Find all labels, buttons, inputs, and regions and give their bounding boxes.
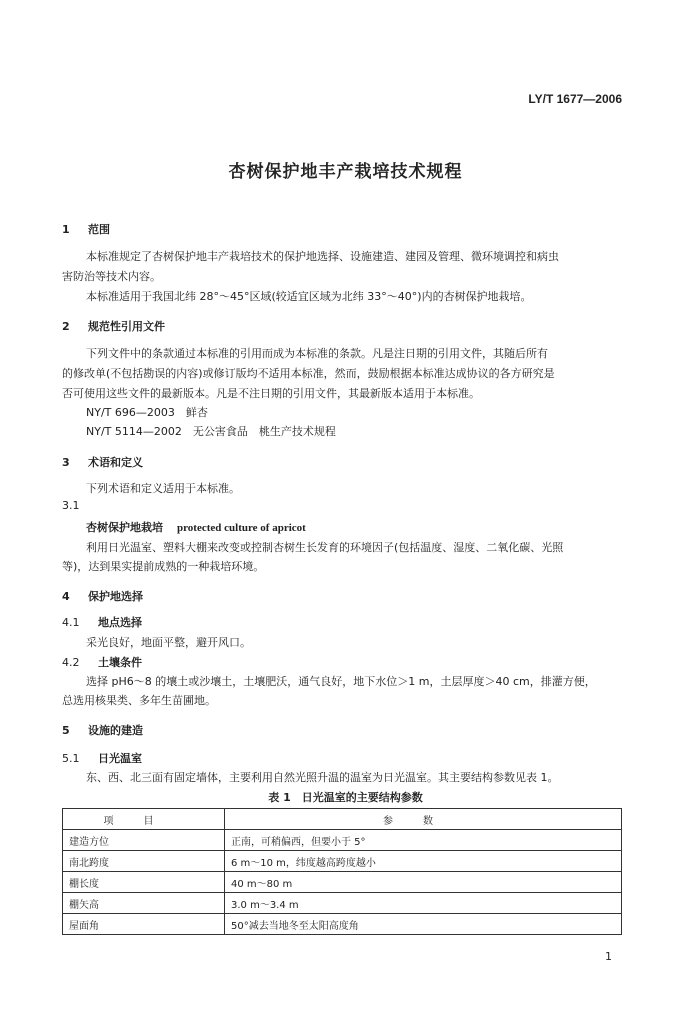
standard-code: LY/T 1677—2006 bbox=[528, 92, 622, 106]
section-number: 4 bbox=[62, 590, 70, 603]
document-title: 杏树保护地丰产栽培技术规程 bbox=[228, 162, 463, 182]
section-2-heading bbox=[62, 318, 165, 334]
section-number: 2 bbox=[62, 320, 70, 333]
subsection-5-1-heading bbox=[62, 750, 142, 766]
term-chinese: 杏树保护地栽培 bbox=[86, 521, 163, 534]
paragraph: 本标准规定了杏树保护地丰产栽培技术的保护地选择、设施建造、建园及管理、微环境调控和病虫 bbox=[86, 250, 559, 263]
section-number: 5 bbox=[62, 724, 70, 737]
section-title: 规范性引用文件 bbox=[88, 320, 165, 333]
table-row bbox=[63, 893, 622, 914]
subsection-title: 土壤条件 bbox=[98, 656, 142, 669]
table-header-row bbox=[63, 809, 622, 830]
definition: 等)，达到果实提前成熟的一种栽培环境。 bbox=[62, 560, 265, 573]
subsection-4-2-heading bbox=[62, 654, 142, 670]
page-number: 1 bbox=[605, 950, 612, 963]
term-english: protected culture of apricot bbox=[177, 522, 306, 534]
paragraph: 下列文件中的条款通过本标准的引用而成为本标准的条款。凡是注日期的引用文件，其随后所有 bbox=[86, 347, 548, 360]
term-entry bbox=[86, 519, 306, 535]
section-1-heading bbox=[62, 221, 110, 237]
table-row bbox=[63, 851, 622, 872]
table-cell: 正南，可稍偏西，但要小于 5° bbox=[225, 830, 622, 851]
table-cell: 50°减去当地冬至太阳高度角 bbox=[225, 914, 622, 935]
table-cell: 南北跨度 bbox=[63, 851, 225, 872]
subsection-title: 日光温室 bbox=[98, 752, 142, 765]
paragraph: 总选用核果类、多年生苗圃地。 bbox=[62, 694, 216, 707]
paragraph: 本标准适用于我国北纬 28°～45°区域(较适宜区域为北纬 33°～40°)内的杏树保护地栽培。 bbox=[86, 290, 532, 303]
section-4-heading bbox=[62, 588, 143, 604]
definition: 利用日光温室、塑料大棚来改变或控制杏树生长发育的环境因子(包括温度、湿度、二氧化碳、光照 bbox=[86, 541, 564, 554]
paragraph: 选择 pH6～8 的壤土或沙壤土，土壤肥沃，通气良好，地下水位＞1 m，土层厚度＞40 cm，排灌方便， bbox=[86, 675, 596, 688]
column-header-parameter: 参数 bbox=[225, 809, 622, 830]
table-cell: 棚矢高 bbox=[63, 893, 225, 914]
table-row bbox=[63, 872, 622, 893]
section-number: 3 bbox=[62, 456, 70, 469]
section-title: 保护地选择 bbox=[88, 590, 143, 603]
table-row bbox=[63, 914, 622, 935]
paragraph: 否可使用这些文件的最新版本。凡是不注日期的引用文件，其最新版本适用于本标准。 bbox=[62, 387, 480, 400]
paragraph: 害防治等技术内容。 bbox=[62, 270, 161, 283]
table-cell: 屋面角 bbox=[63, 914, 225, 935]
paragraph: 的修改单(不包括勘误的内容)或修订版均不适用本标准，然而，鼓励根据本标准达成协议的各方研究是 bbox=[62, 367, 555, 380]
reference-item: NY/T 5114—2002 无公害食品 桃生产技术规程 bbox=[86, 425, 336, 438]
paragraph: 下列术语和定义适用于本标准。 bbox=[86, 482, 240, 495]
table-cell: 3.0 m～3.4 m bbox=[225, 893, 622, 914]
subsection-number: 5.1 bbox=[62, 752, 80, 765]
table-cell: 棚长度 bbox=[63, 872, 225, 893]
subsection-4-1-heading bbox=[62, 614, 142, 630]
subsection-number: 4.1 bbox=[62, 616, 80, 629]
table-cell: 建造方位 bbox=[63, 830, 225, 851]
section-3-heading bbox=[62, 454, 143, 470]
subsection-title: 地点选择 bbox=[98, 616, 142, 629]
section-5-heading bbox=[62, 722, 143, 738]
section-title: 设施的建造 bbox=[88, 724, 143, 737]
paragraph: 东、西、北三面有固定墙体，主要利用自然光照升温的温室为日光温室。其主要结构参数见表 1。 bbox=[86, 771, 559, 784]
table-cell: 40 m～80 m bbox=[225, 872, 622, 893]
paragraph: 采光良好，地面平整，避开风口。 bbox=[86, 636, 251, 649]
section-number: 1 bbox=[62, 223, 70, 236]
table-caption: 表 1 日光温室的主要结构参数 bbox=[268, 791, 423, 804]
reference-item: NY/T 696—2003 鲜杏 bbox=[86, 406, 208, 419]
table-row bbox=[63, 830, 622, 851]
subsection-number: 4.2 bbox=[62, 656, 80, 669]
section-title: 术语和定义 bbox=[88, 456, 143, 469]
section-title: 范围 bbox=[88, 223, 110, 236]
column-header-item: 项目 bbox=[63, 809, 225, 830]
structure-parameters-table bbox=[62, 808, 622, 935]
table-cell: 6 m～10 m，纬度越高跨度越小 bbox=[225, 851, 622, 872]
subsection-number: 3.1 bbox=[62, 499, 80, 512]
